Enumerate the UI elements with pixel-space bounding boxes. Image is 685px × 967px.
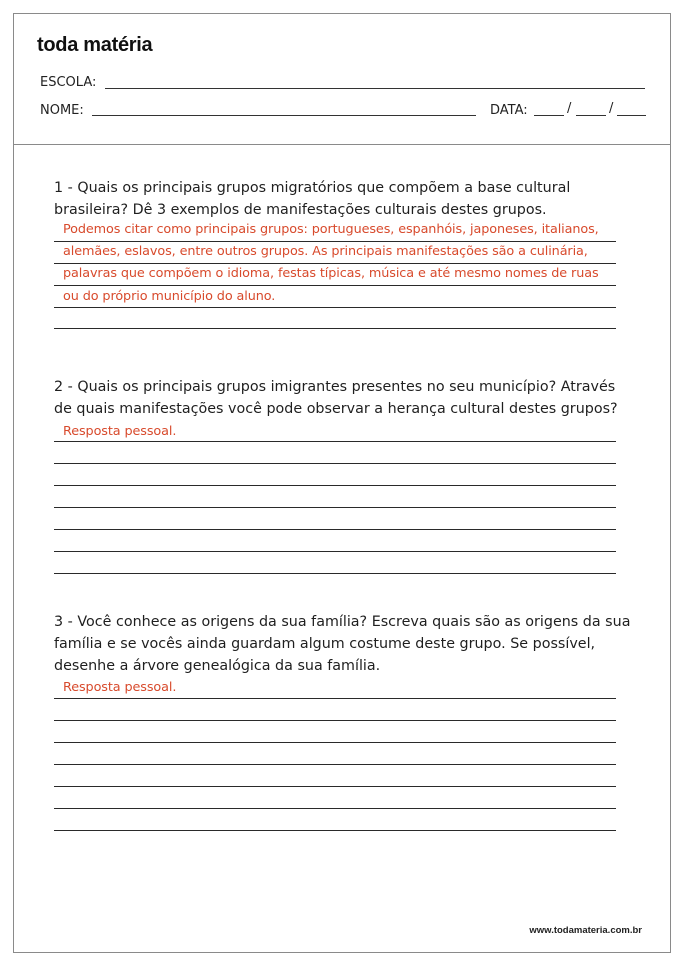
- answer-line[interactable]: [54, 742, 616, 743]
- school-field[interactable]: [105, 88, 645, 89]
- answer-line[interactable]: [54, 720, 616, 721]
- name-label: NOME:: [40, 103, 84, 118]
- date-year-field[interactable]: [617, 115, 646, 116]
- date-separator: /: [567, 101, 572, 116]
- answer-1-line-4: ou do próprio município do aluno.: [63, 289, 276, 304]
- answer-line[interactable]: [54, 786, 616, 787]
- header-divider: [14, 144, 670, 145]
- answer-line[interactable]: [54, 507, 616, 508]
- answer-3-text: Resposta pessoal.: [63, 680, 177, 695]
- worksheet-frame: [13, 13, 671, 953]
- date-separator: /: [609, 101, 614, 116]
- answer-line[interactable]: [54, 307, 616, 308]
- name-field[interactable]: [92, 115, 476, 116]
- question-2: 2 - Quais os principais grupos imigrantes presentes no seu município? Através de quais manifestações você pode observar a herança cultural destes grupos?: [54, 379, 618, 417]
- question-3: 3 - Você conhece as origens da sua família? Escreva quais são as origens da sua família e se vocês ainda guardam algum costume deste grupo. Se possível, desenhe a árvore genealógica da sua família.: [54, 614, 631, 674]
- date-month-field[interactable]: [576, 115, 606, 116]
- answer-line[interactable]: [54, 573, 616, 574]
- answer-line[interactable]: [54, 698, 616, 699]
- answer-line[interactable]: [54, 485, 616, 486]
- answer-1-line-3: palavras que compõem o idioma, festas típicas, música e até mesmo nomes de ruas: [63, 266, 599, 281]
- answer-2-text: Resposta pessoal.: [63, 424, 177, 439]
- answer-line[interactable]: [54, 285, 616, 286]
- answer-line[interactable]: [54, 808, 616, 809]
- date-label: DATA:: [490, 103, 528, 118]
- answer-line[interactable]: [54, 764, 616, 765]
- date-day-field[interactable]: [534, 115, 564, 116]
- answer-line[interactable]: [54, 463, 616, 464]
- answer-line[interactable]: [54, 328, 616, 329]
- answer-line[interactable]: [54, 551, 616, 552]
- website-link[interactable]: www.todamateria.com.br: [529, 925, 642, 936]
- answer-line[interactable]: [54, 830, 616, 831]
- answer-line[interactable]: [54, 263, 616, 264]
- school-label: ESCOLA:: [40, 75, 97, 90]
- question-1: 1 - Quais os principais grupos migratórios que compõem a base cultural brasileira? Dê 3 exemplos de manifestações culturais destes grupos.: [54, 180, 571, 218]
- answer-line[interactable]: [54, 441, 616, 442]
- toda-materia-logo: toda matéria: [37, 34, 153, 56]
- answer-1-line-1: Podemos citar como principais grupos: portugueses, espanhóis, japoneses, italianos,: [63, 222, 599, 237]
- answer-line[interactable]: [54, 241, 616, 242]
- answer-1-line-2: alemães, eslavos, entre outros grupos. As principais manifestações são a culinária,: [63, 244, 588, 259]
- answer-line[interactable]: [54, 529, 616, 530]
